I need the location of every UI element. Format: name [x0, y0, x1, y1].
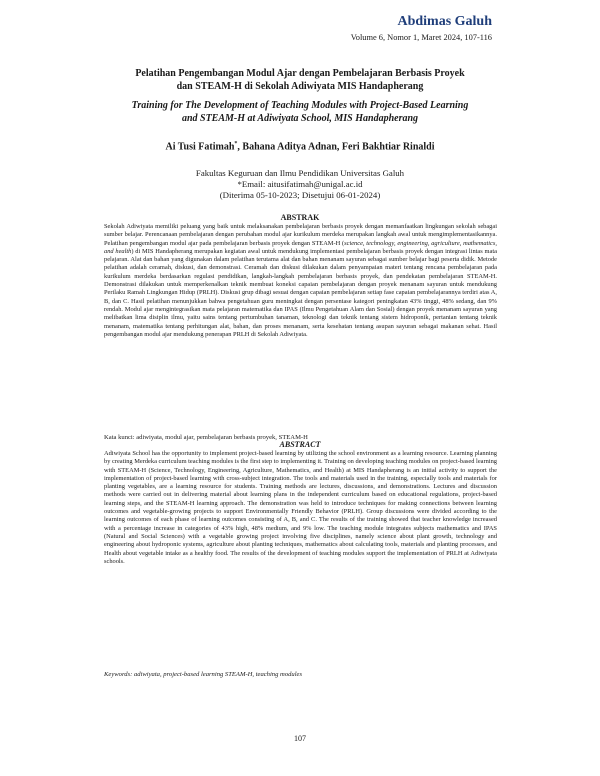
institution: Fakultas Keguruan dan Ilmu Pendidikan Universitas Galuh — [195, 168, 405, 178]
title-indonesian-line-1: Pelatihan Pengembangan Modul Ajar dengan Pembelajaran Berbasis Proyek — [135, 68, 465, 79]
corresponding-author: Ai Tusi Fatimah — [165, 141, 235, 153]
volume-info: Volume 6, Nomor 1, Maret 2024, 107-116 — [350, 33, 492, 42]
title-indonesian — [0, 68, 600, 93]
title-english-line-2: and STEAM-H at Adiwiyata School, MIS Handapherang — [181, 112, 419, 124]
abstract-body: Adiwiyata School has the opportunity to implement project-based learning by utilizing the school environment as a learning resource. Learning planning by creating Merdeka curriculum teaching modules is the first step to implementing it. Training on developing teaching modules on project-based learning with STEAM-H (Science, Technology, Engineering, Agriculture, Mathematics, and Health) at MIS Handapherang is an initial activity to support the implementation of project-based learning with cross-subject integration. The tools and materials used in the training, especially tools and materials for planting vegetables, are a learning resource for students. Training methods are lectures, discussions, and demonstrations. Lectures and discussion methods were carried out in delivering material about learning plans in the independent curriculum based on educational regulations, project-based learning steps, and the STEAM-H learning approach. The demonstration was held to introduce techniques for making connections between learning outcomes and vegetable-growing projects to support Environmentally Friendly Behavior (PRLH). Group discussions were divided according to the learning outcomes of each phase of learning outcomes consisting of A, B, and C. The results of the training showed that teacher knowledge increased with a percentage increase in categories of 43% high, 48% medium, and 9% low. The teaching module integrates subjects mathematics and IPAS (Natural and Social Sciences) with a vegetable growing project involving five disciplines, namely science about plant growth, technology and engineering about hydroponic systems, agriculture about planting techniques, mathematics about calculating tools, materials and planting processes, and Health about vegetable intake as a healthy food. The results of the development of teaching modules support the implementation of PRLH at Adiwiyata schools. — [104, 450, 497, 565]
affiliation — [0, 168, 600, 201]
corresponding-mark: * — [234, 141, 238, 147]
keywords: Keywords: adiwiyata, project-based learning STEAM-H, teaching modules — [104, 671, 303, 678]
title-english-line-1: Training for The Development of Teaching Modules with Project-Based Learning — [131, 100, 469, 111]
submission-dates: (Diterima 05-10-2023; Disetujui 06-01-2024) — [219, 190, 381, 200]
abstrak-text-1: Sekolah Adiwiyata memiliki peluang yang baik untuk melaksanakan pembelajaran berbasis proyek dengan memanfaatkan lingkungan sekolah sebagai sumber belajar. Perencanaan pembelajaran dengan perubahan modul ajar kurikulum merdeka merupakan langkah awal untuk mengimplementasikannya. Pelatihan pengembangan modul ajar pada pembelajaran berbasis proyek dengan STEAM-H ( — [104, 223, 497, 247]
abstrak-text-2: ) di MIS Handapherang merupakan kegiatan awal untuk mendukung implementasi pembelajaran berbasis proyek dengan integrasi lintas mata pelajaran. Alat dan bahan yang digunakan dalam pelatihan terutama alat dan bahan menanam sayuran sebagai sumber belajar bagi peserta didik. Metode pelatihan adalah ceramah, diskusi, dan demonstrasi. Ceramah dan diskusi dilakukan dalam penyampaian materi tentang rencana pembelajaran pada kurikulum merdeka berdasarkan regulasi pendidikan, langkah-langkah pembelajaran berbasis proyek, dan pendekatan pembelajaran STEAM-H. Demonstrasi dilakukan untuk memperkenalkan teknik membuat koneksi capaian pembelajaran dengan proyek menanam sayuran untuk mendukung Perilaku Ramah Lingkungan Hidup (PRLH). Diskusi grup dibagi sesuai dengan capaian pembelajaran setiap fase capaian pembelajarannya terdiri atas A, B, dan C. Hasil pelatihan menunjukkan bahwa pengetahuan guru meningkat dengan persentase kategori peningkatan 43% tinggi, 48% sedang, dan 9% rendah. Modul ajar mengintegrasikan mata pelajaran matematika dan IPAS (Ilmu Pengetahuan Alam dan Sosial) dengan proyek menanam sayuran yang melibatkan lima disiplin ilmu, yaitu sains tentang pertumbuhan tanaman, teknologi dan teknik tentang sistem hidroponik, pertanian tentang teknik menanam, matematika tentang perhitungan alat, bahan, dan proses menanam, serta kesehatan tentang asupan sayuran sebagai makanan sehat. Hasil pengembangan modul ajar mendukung penerapan PRLH di Sekolah Adiwiyata. — [104, 247, 497, 338]
title-indonesian-line-2: dan STEAM-H di Sekolah Adiwiyata MIS Handapherang — [176, 80, 424, 92]
journal-name: Abdimas Galuh — [397, 14, 492, 29]
email: *Email: aitusifatimah@unigal.ac.id — [237, 179, 363, 189]
abstract-heading: ABSTRACT — [279, 440, 321, 449]
abstrak-heading: ABSTRAK — [280, 213, 320, 222]
co-authors: , Bahana Aditya Adnan, Feri Bakhtiar Rinaldi — [237, 141, 435, 153]
abstrak-body — [104, 223, 497, 339]
author-list — [0, 141, 600, 152]
page-number: 107 — [294, 734, 306, 743]
journal-header — [351, 14, 492, 43]
title-english — [0, 100, 600, 125]
kata-kunci: Kata kunci: adiwiyata, modul ajar, pembelajaran berbasis proyek, STEAM-H — [104, 434, 308, 441]
abstrak-text-italic: science, technology, engineering, agriculture, mathematics, and health — [104, 239, 497, 255]
